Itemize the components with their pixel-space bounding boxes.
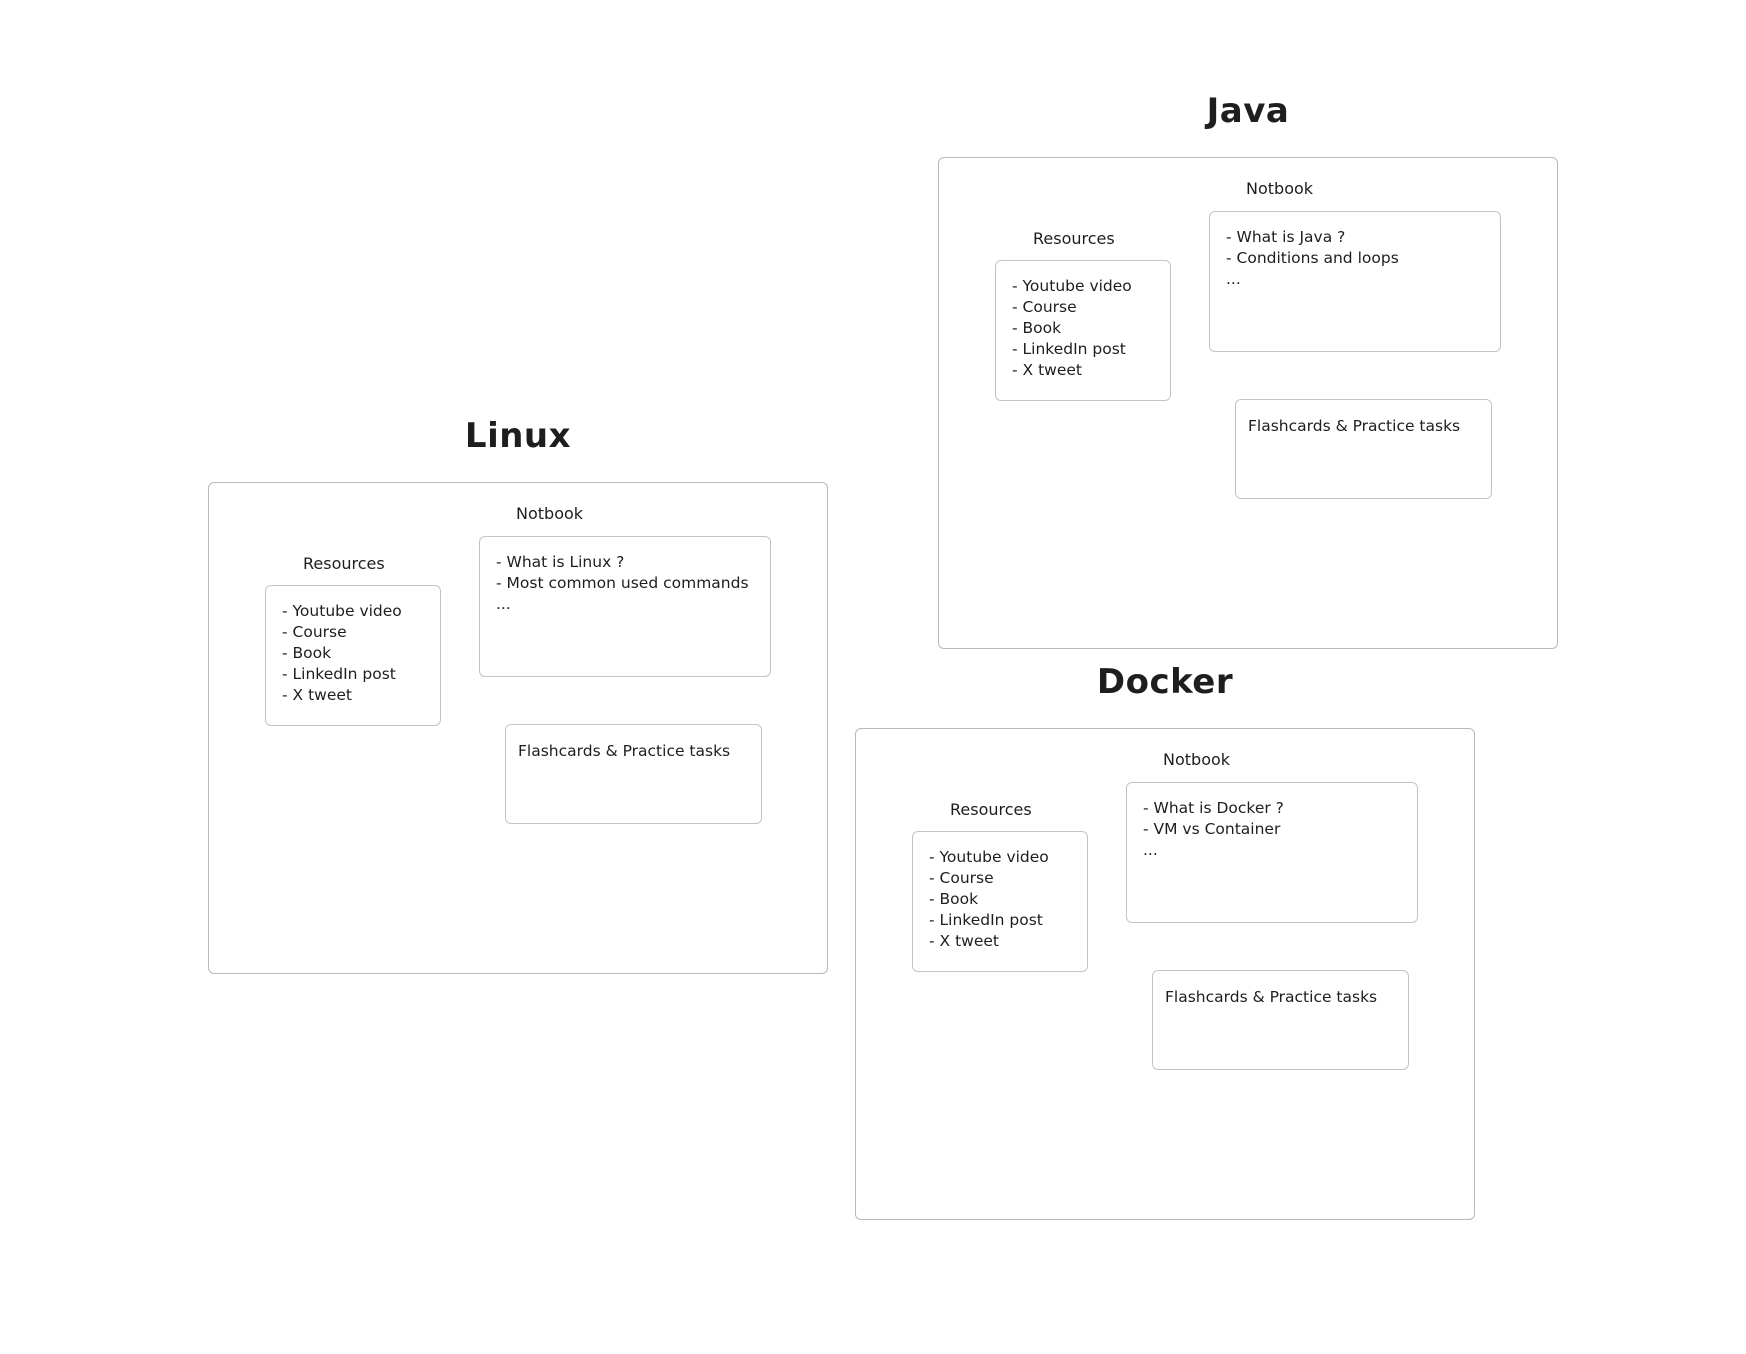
resource-item: - X tweet	[929, 932, 999, 950]
resources-card	[995, 260, 1171, 401]
resource-item: - Book	[929, 890, 979, 908]
resource-item: - Course	[1012, 298, 1077, 316]
resource-item: - LinkedIn post	[929, 911, 1043, 929]
resources-label: Resources	[950, 800, 1032, 819]
notebook-label: Notbook	[1163, 750, 1231, 769]
board-java	[938, 91, 1558, 649]
notebook-item: ...	[1143, 841, 1158, 859]
board-title: Linux	[464, 416, 572, 456]
resource-item: - X tweet	[1012, 361, 1082, 379]
resources-card	[265, 585, 441, 726]
notebook-card	[1126, 782, 1418, 923]
notebook-item: - What is Docker ?	[1143, 799, 1284, 817]
notebook-card	[1209, 211, 1501, 352]
notebook-label: Notbook	[1246, 179, 1314, 198]
resource-item: - Youtube video	[929, 848, 1049, 866]
board-title: Docker	[1096, 662, 1234, 702]
flashcards-card	[1235, 399, 1492, 499]
board-docker	[855, 662, 1475, 1220]
resource-item: - LinkedIn post	[1012, 340, 1126, 358]
notebook-item: ...	[496, 595, 511, 613]
flashcards-label: Flashcards & Practice tasks	[1165, 988, 1378, 1006]
flashcards-label: Flashcards & Practice tasks	[518, 742, 731, 760]
resources-label: Resources	[1033, 229, 1115, 248]
resource-item: - LinkedIn post	[282, 665, 396, 683]
notebook-item: - Most common used commands	[496, 574, 749, 592]
notebook-item: - What is Java ?	[1226, 228, 1346, 246]
resource-item: - Youtube video	[282, 602, 402, 620]
resource-item: - Course	[282, 623, 347, 641]
board-linux	[208, 416, 828, 974]
notebook-item: ...	[1226, 270, 1241, 288]
flashcards-card	[1152, 970, 1409, 1070]
resources-card	[912, 831, 1088, 972]
notebook-label: Notbook	[516, 504, 584, 523]
notebook-item: - VM vs Container	[1143, 820, 1281, 838]
resource-item: - Book	[282, 644, 332, 662]
notebook-card	[479, 536, 771, 677]
board-title: Java	[1206, 91, 1290, 131]
notebook-item: - Conditions and loops	[1226, 249, 1399, 267]
notebook-item: - What is Linux ?	[496, 553, 625, 571]
resource-item: - X tweet	[282, 686, 352, 704]
flashcards-label: Flashcards & Practice tasks	[1248, 417, 1461, 435]
resource-item: - Course	[929, 869, 994, 887]
resources-label: Resources	[303, 554, 385, 573]
flashcards-card	[505, 724, 762, 824]
resource-item: - Book	[1012, 319, 1062, 337]
resource-item: - Youtube video	[1012, 277, 1132, 295]
